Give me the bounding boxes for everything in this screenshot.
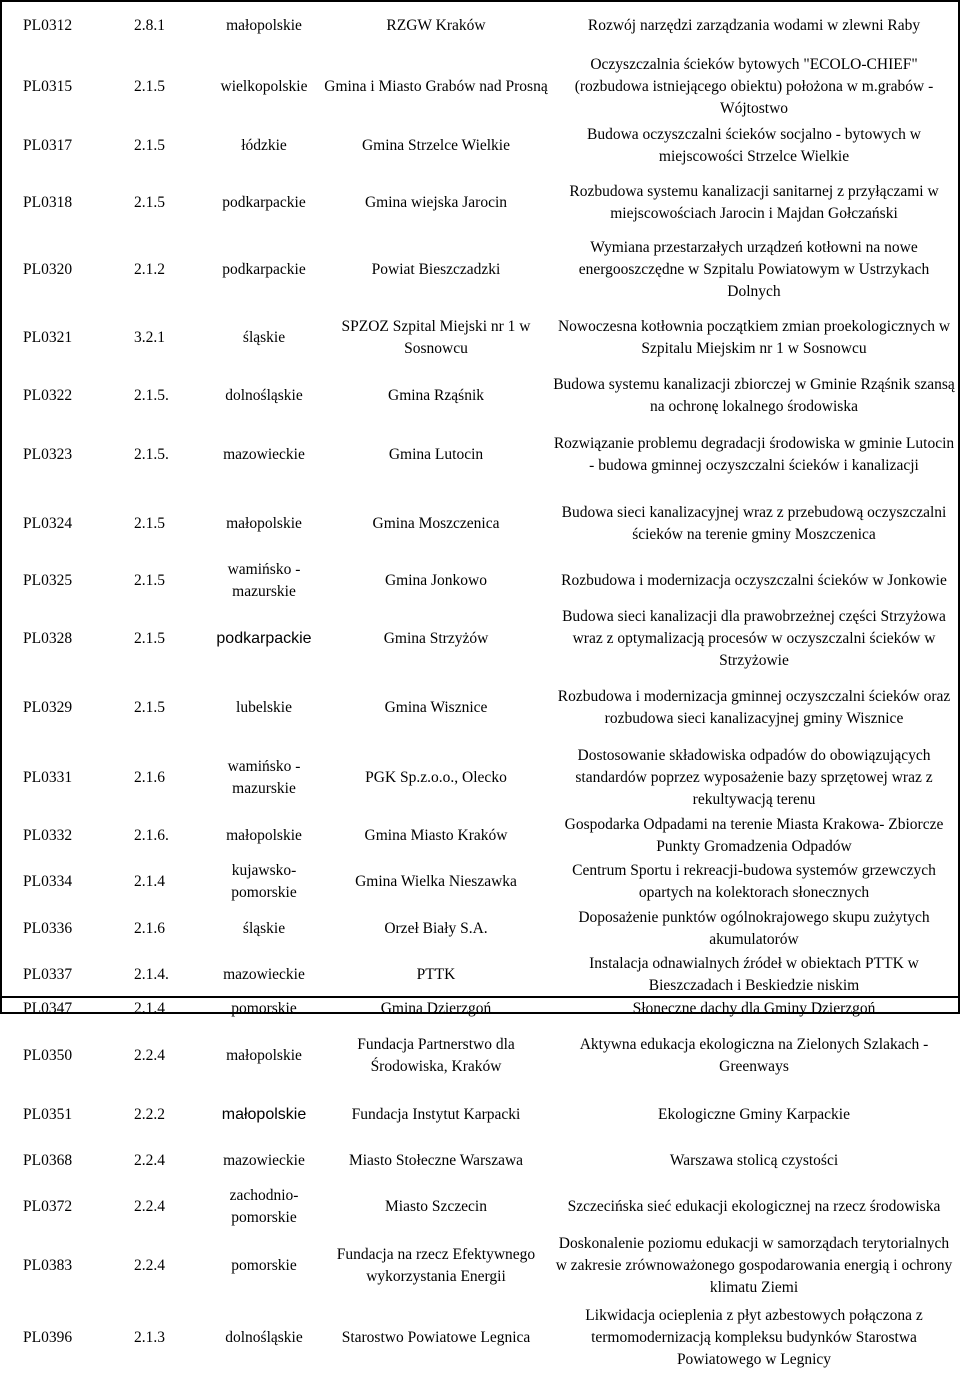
row-measure: 2.1.3 xyxy=(134,1328,165,1346)
row-title: Szczecińska sieć edukacji ekologicznej na rzecz środowiska xyxy=(567,1198,941,1215)
row-code: PL0328 xyxy=(23,630,73,647)
row-title: Ekologiczne Gminy Karpackie xyxy=(658,1106,850,1123)
row-region: małopolskie xyxy=(221,1106,307,1123)
row-beneficiary: PGK Sp.z.o.o., Olecko xyxy=(365,769,507,786)
row-title: Aktywna edukacja ekologiczna na Zielonych Szlakach - Greenways xyxy=(579,1036,929,1075)
row-region: mazowieckie xyxy=(223,1152,305,1169)
row-title: Oczyszczalnia ścieków bytowych "ECOLO-CHIEF" (rozbudowa istniejącego obiektu) położona w m.grabów - Wójtostwo xyxy=(574,56,934,117)
row-region: kujawsko- pomorskie xyxy=(231,862,297,901)
row-measure: 2.1.4. xyxy=(134,966,169,983)
row-title: Wymiana przestarzałych urządzeń kotłowni na nowe energooszczędne w Szpitalu Powiatowym w Ustrzykach Dolnych xyxy=(578,239,930,300)
row-region: podkarpackie xyxy=(216,630,312,647)
row-measure: 2.2.2 xyxy=(134,1106,165,1123)
row-title: Budowa sieci kanalizacji dla prawobrzeżnej części Strzyżowa wraz z optymalizacją procesów w oczyszczalni ścieków w Strzyżowie xyxy=(562,608,946,669)
row-code: PL0372 xyxy=(23,1198,73,1215)
row-code: PL0322 xyxy=(23,387,73,404)
row-measure: 2.1.5 xyxy=(134,515,165,532)
row-region: małopolskie xyxy=(226,827,302,844)
row-title: Rozwój narzędzi zarządzania wodami w zlewni Raby xyxy=(587,17,921,34)
row-measure: 2.1.6 xyxy=(134,920,165,937)
table-row xyxy=(0,1020,960,1092)
row-beneficiary: Fundacja Instytut Karpacki xyxy=(351,1106,521,1123)
row-region: łódzkie xyxy=(241,137,287,154)
row-beneficiary: Gmina Rząśnik xyxy=(388,387,484,404)
row-beneficiary: RZGW Kraków xyxy=(386,17,486,34)
row-title: Rozwiązanie problemu degradacji środowiska w gminie Lutocin - budowa gminnej oczyszczalni ścieków i kanalizacji xyxy=(553,435,955,474)
row-title: Rozbudowa systemu kanalizacji sanitarnej z przyłączami w miejscowościach Jarocin i Majdan Gołczański xyxy=(569,183,939,222)
row-title: Centrum Sportu i rekreacji-budowa systemów grzewczych opartych na kolektorach słonecznych xyxy=(572,862,936,901)
row-measure: 2.1.5 xyxy=(134,572,165,589)
table-row xyxy=(0,1092,960,1138)
table-row xyxy=(0,952,960,998)
row-beneficiary: Gmina Wielka Nieszawka xyxy=(355,873,517,890)
row-measure: 2.2.4 xyxy=(134,1152,165,1169)
row-code: PL0337 xyxy=(23,966,73,983)
row-measure: 2.1.5. xyxy=(134,387,169,404)
row-beneficiary: Orzeł Biały S.A. xyxy=(384,920,488,937)
row-region: wamińsko - mazurskie xyxy=(227,758,301,797)
row-beneficiary: Gmina Moszczenica xyxy=(372,515,500,532)
row-code: PL0332 xyxy=(23,827,73,844)
row-code: PL0325 xyxy=(23,572,73,589)
row-title: Doskonalenie poziomu edukacji w samorządach terytorialnych w zakresie zrównoważonego gospodarowania energią i ochrony klimatu Ziemi xyxy=(555,1235,953,1296)
row-region: mazowieckie xyxy=(223,446,305,463)
row-code: PL0396 xyxy=(23,1328,73,1346)
row-measure: 2.2.4 xyxy=(134,1257,165,1274)
row-region: wamińsko - mazurskie xyxy=(227,561,301,600)
row-region: pomorskie xyxy=(231,1000,297,1017)
row-beneficiary: Starostwo Powiatowe Legnica xyxy=(341,1328,531,1346)
table-row xyxy=(0,1138,960,1184)
table-row xyxy=(0,558,960,604)
table-row xyxy=(0,604,960,674)
table-row xyxy=(0,742,960,814)
row-measure: 2.1.6. xyxy=(134,827,169,844)
row-measure: 3.2.1 xyxy=(134,329,165,346)
row-measure: 2.1.6 xyxy=(134,769,165,786)
row-title: Budowa oczyszczalni ścieków socjalno - bytowych w miejscowości Strzelce Wielkie xyxy=(586,126,921,165)
row-code: PL0368 xyxy=(23,1152,73,1169)
row-beneficiary: Fundacja Partnerstwo dla Środowiska, Kraków xyxy=(357,1036,515,1075)
row-region: śląskie xyxy=(242,329,286,346)
table-row xyxy=(0,858,960,906)
row-code: PL0323 xyxy=(23,446,73,463)
row-measure: 2.1.5 xyxy=(134,194,165,211)
row-title: Instalacja odnawialnych źródeł w obiektach PTTK w Bieszczadach i Beskiedzie niskim xyxy=(589,955,919,994)
table-row xyxy=(0,1230,960,1302)
row-region: dolnośląskie xyxy=(225,387,303,404)
row-code: PL0317 xyxy=(23,137,73,154)
row-region: lubelskie xyxy=(236,699,292,716)
row-title: Dostosowanie składowiska odpadów do obowiązujących standardów poprzez wyposażenie bazy sprzętowej wraz z rekultywacją terenu xyxy=(575,747,933,808)
table-row xyxy=(0,122,960,170)
table-row xyxy=(0,170,960,236)
row-region: pomorskie xyxy=(231,1257,297,1274)
row-region: podkarpackie xyxy=(222,261,306,278)
row-beneficiary: Gmina Dzierzgoń xyxy=(380,1000,492,1017)
table-row xyxy=(0,236,960,304)
row-region: dolnośląskie xyxy=(225,1328,303,1346)
row-measure: 2.1.5 xyxy=(134,137,165,154)
row-beneficiary: Gmina Miasto Kraków xyxy=(364,827,508,844)
table-row xyxy=(0,304,960,372)
row-region: małopolskie xyxy=(226,515,302,532)
table-row xyxy=(0,998,960,1020)
row-region: wielkopolskie xyxy=(220,78,308,95)
row-measure: 2.1.5 xyxy=(134,78,165,95)
row-beneficiary: Powiat Bieszczadzki xyxy=(371,261,501,278)
row-title: Nowoczesna kotłownia początkiem zmian proekologicznych w Szpitalu Miejskim nr 1 w Sosnowcu xyxy=(557,318,951,357)
row-measure: 2.1.5 xyxy=(134,630,165,647)
row-beneficiary: Gmina i Miasto Grabów nad Prosną xyxy=(324,78,548,95)
row-beneficiary: Gmina Strzyżów xyxy=(383,630,489,647)
row-region: mazowieckie xyxy=(223,966,305,983)
row-title: Rozbudowa i modernizacja gminnej oczyszczalni ścieków oraz rozbudowa sieci kanalizacyjnej gminy Wisznice xyxy=(557,688,951,727)
row-code: PL0315 xyxy=(23,78,73,95)
row-measure: 2.2.4 xyxy=(134,1047,165,1064)
table-row xyxy=(0,420,960,490)
row-title: Gospodarka Odpadami na terenie Miasta Krakowa- Zbiorcze Punkty Gromadzenia Odpadów xyxy=(564,816,944,855)
row-title: Warszawa stolicą czystości xyxy=(669,1152,839,1169)
row-code: PL0351 xyxy=(23,1106,73,1123)
row-beneficiary: SPZOZ Szpital Miejski nr 1 w Sosnowcu xyxy=(341,318,531,357)
row-measure: 2.1.4 xyxy=(134,1000,165,1017)
row-code: PL0383 xyxy=(23,1257,73,1274)
row-title: Likwidacja ocieplenia z płyt azbestowych połączona z termomodernizacją kompleksu budynków Starostwa Powiatowego w Legnicy xyxy=(585,1306,923,1368)
table-row xyxy=(0,490,960,558)
table-row xyxy=(0,372,960,420)
row-region: zachodnio- pomorskie xyxy=(229,1187,299,1226)
row-code: PL0312 xyxy=(23,17,73,34)
table-row xyxy=(0,0,960,52)
row-title: Słoneczne dachy dla Gminy Dzierzgoń xyxy=(632,1000,876,1017)
row-code: PL0329 xyxy=(23,699,73,716)
table-row xyxy=(0,906,960,952)
row-code: PL0350 xyxy=(23,1047,73,1064)
row-code: PL0321 xyxy=(23,329,73,346)
row-title: Doposażenie punktów ogólnokrajowego skupu zużytych akumulatorów xyxy=(578,909,930,948)
row-code: PL0324 xyxy=(23,515,73,532)
row-region: małopolskie xyxy=(226,17,302,34)
row-beneficiary: Gmina Jonkowo xyxy=(384,572,488,589)
row-measure: 2.1.4 xyxy=(134,873,165,890)
row-code: PL0347 xyxy=(23,1000,73,1017)
table-row xyxy=(0,814,960,858)
row-code: PL0320 xyxy=(23,261,73,278)
row-measure: 2.2.4 xyxy=(134,1198,165,1215)
table-row xyxy=(0,1184,960,1230)
table-row xyxy=(0,1302,960,1373)
row-measure: 2.1.5. xyxy=(134,446,169,463)
row-title: Budowa sieci kanalizacyjnej wraz z przebudową oczyszczalni ścieków na terenie gminy Moszczenica xyxy=(561,504,947,543)
row-beneficiary: Gmina wiejska Jarocin xyxy=(364,194,508,211)
row-beneficiary: PTTK xyxy=(416,966,456,983)
row-beneficiary: Miasto Stołeczne Warszawa xyxy=(348,1152,524,1169)
row-beneficiary: Gmina Strzelce Wielkie xyxy=(361,137,510,154)
row-beneficiary: Miasto Szczecin xyxy=(384,1198,487,1215)
row-measure: 2.1.5 xyxy=(134,699,165,716)
row-code: PL0334 xyxy=(23,873,73,890)
row-code: PL0336 xyxy=(23,920,73,937)
row-code: PL0331 xyxy=(23,769,73,786)
row-beneficiary: Fundacja na rzecz Efektywnego wykorzystania Energii xyxy=(336,1246,536,1285)
row-code: PL0318 xyxy=(23,194,73,211)
row-region: śląskie xyxy=(242,920,286,937)
row-region: małopolskie xyxy=(226,1047,302,1064)
table-row xyxy=(0,52,960,122)
row-title: Budowa systemu kanalizacji zbiorczej w Gminie Rząśnik szansą na ochronę lokalnego środowiska xyxy=(553,376,955,415)
row-title: Rozbudowa i modernizacja oczyszczalni ścieków w Jonkowie xyxy=(561,572,947,589)
table-row xyxy=(0,674,960,742)
row-beneficiary: Gmina Lutocin xyxy=(388,446,484,463)
row-beneficiary: Gmina Wisznice xyxy=(384,699,488,716)
row-measure: 2.1.2 xyxy=(134,261,165,278)
row-measure: 2.8.1 xyxy=(134,17,165,34)
row-region: podkarpackie xyxy=(222,194,306,211)
